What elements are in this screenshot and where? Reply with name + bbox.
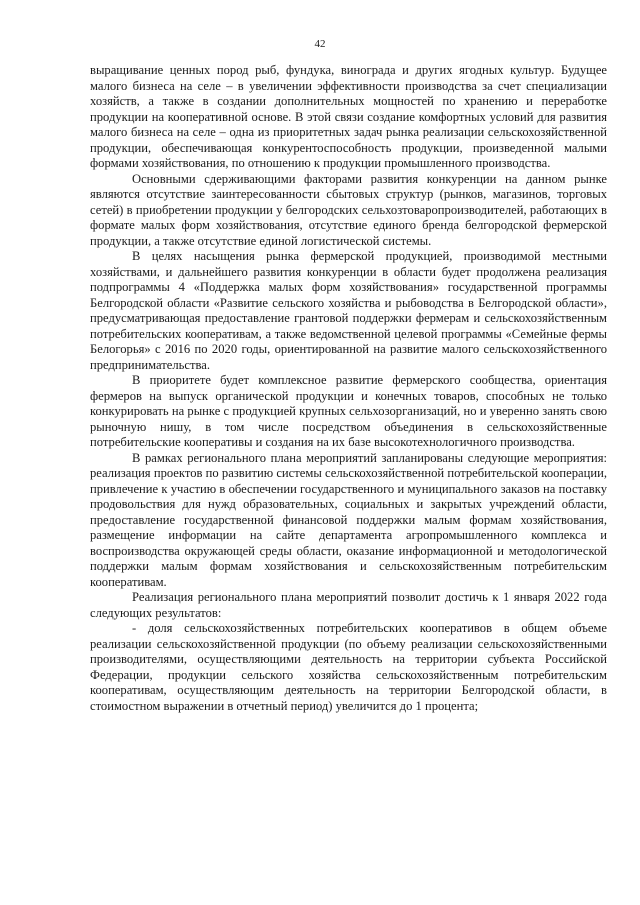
paragraph-constraining-factors: Основными сдерживающими факторами развития конкуренции на данном рынке являются отсутствие заинтересованности сбытовых структур (рынков, магазинов, торговых сетей) в приобретении продукции у белгородских сельхозтоваропроизводителей, работающих в формате малых форм хозяйствования, отсутствие единого бренда белгородской фермерской продукции, а также отсутствие единой логистической системы.: [90, 171, 607, 248]
paragraph-results-intro: Реализация регионального плана мероприятий позволит достичь к 1 января 2022 года следующих результатов:: [90, 590, 607, 620]
paragraph-regional-plan: В рамках регионального плана мероприятий запланированы следующие мероприятия: реализация проектов по развитию системы сельскохозяйственной потребительской кооперации, привлечение к участию в обеспечении государственного и муниципального заказов на поставку продовольствия для нужд образовательных, социальных и закрытых учреждений области, предоставление государственной финансовой поддержки малым формам хозяйствования, размещение информации на сайте департамента агропромышленного комплекса и воспроизводства окружающей среды области, оказание информационной и методологической поддержки малым формам хозяйствования и сельскохозяйственным потребительским кооперативам.: [90, 450, 607, 589]
document-body: [90, 63, 607, 714]
paragraph-farm-support: В целях насыщения рынка фермерской продукцией, производимой местными хозяйствами, и дальнейшего развития конкуренции в области будет продолжена реализация подпрограммы 4 «Поддержка малых форм хозяйствования» государственной программы Белгородской области «Развитие сельского хозяйства и рыбоводства в Белгородской области», предусматривающая предоставление грантовой поддержки фермерам и сельскохозяйственным потребительских кооперативам, а также ведомственной целевой программы «Семейные фермы Белогорья» с 2016 по 2020 годы, ориентированной на развитие малого сельскохозяйственного предпринимательства.: [90, 249, 607, 372]
page-number: 42: [314, 38, 326, 50]
paragraph-priorities: В приоритете будет комплексное развитие фермерского сообщества, ориентация фермеров на выпуск органической продукции и конечных товаров, способных не только конкурировать на рынке с продукцией крупных сельхозорганизаций, но и уверенно занять свою рыночную нишу, в том числе посредством объединения в сельскохозяйственные потребительские кооперативы и создания на их базе высокотехнологичного производства.: [90, 373, 607, 449]
paragraph-continuation: выращивание ценных пород рыб, фундука, винограда и других ягодных культур. Будущее малого бизнеса на селе – в увеличении эффективности производства за счет специализации хозяйств, а также в создании дополнительных мощностей по хранению и переработке продукции на кооперативной основе. В этой связи создание комфортных условий для развития малого бизнеса на селе – одна из приоритетных задач рынка реализации сельскохозяйственной продукции, обеспечивающая конкурентоспособность продукции, произведенной малыми формами хозяйствования, по отношению к продукции промышленного производства.: [90, 63, 607, 170]
list-item-result: - доля сельскохозяйственных потребительских кооперативов в общем объеме реализации сельскохозяйственной продукции (по объему реализации сельскохозяйственными производителями, осуществляющими деятельность на территории субъекта Российской Федерации, продукции сельского хозяйства сельскохозяйственным потребительским кооперативам, осуществляющим деятельность на территории Белгородской области, в стоимостном выражении в отчетный период) увеличится до 1 процента;: [90, 621, 607, 713]
